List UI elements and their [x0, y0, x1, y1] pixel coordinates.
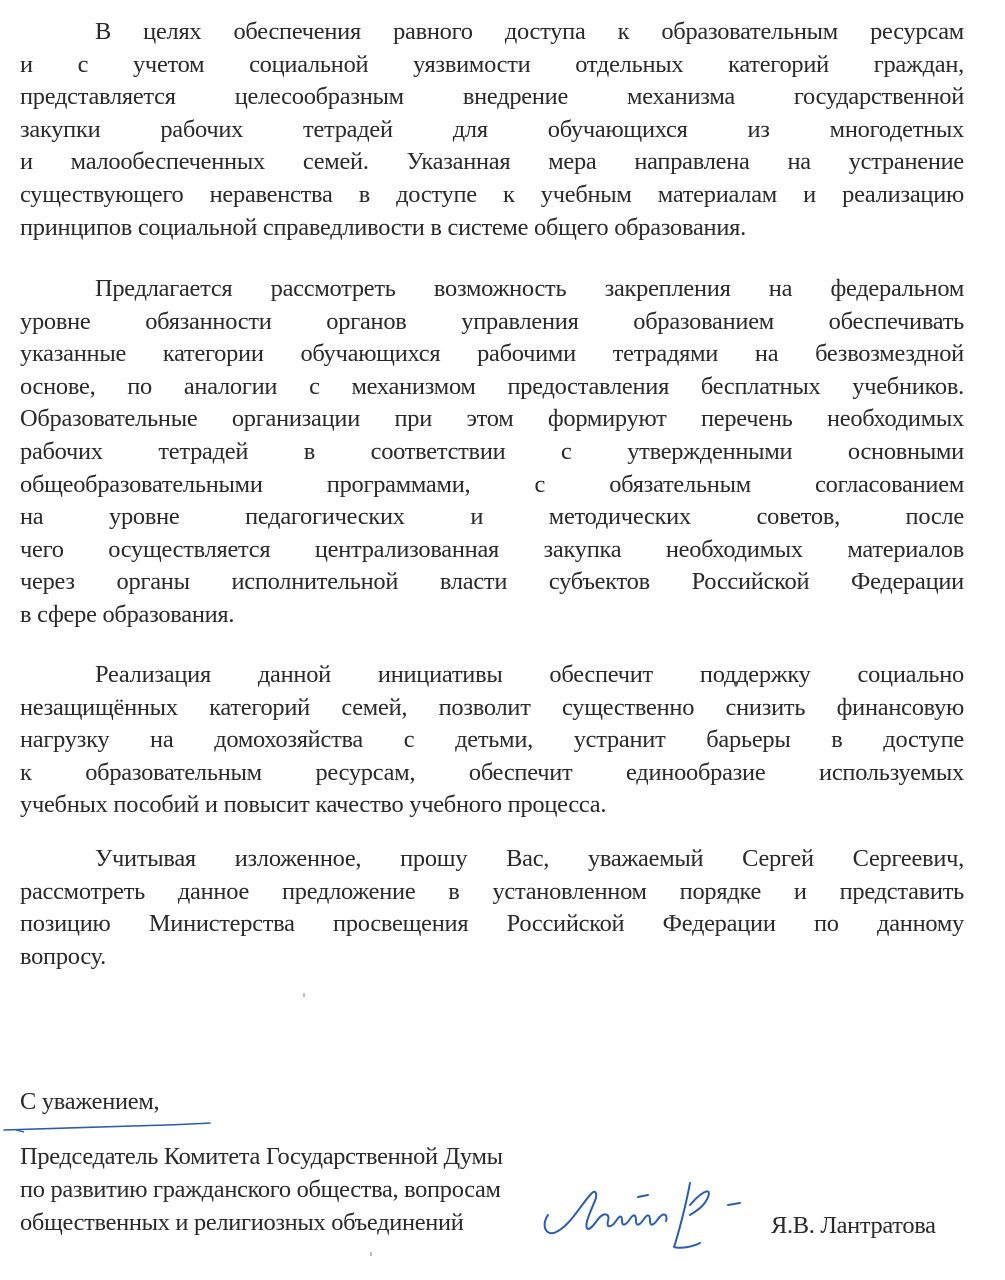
paragraph-line: к образовательным ресурсам, обеспечит единообразие используемых	[20, 758, 964, 786]
scan-speck	[370, 1252, 372, 1256]
paragraph-line: в сфере образования.	[20, 600, 235, 628]
paragraph-1	[20, 16, 964, 244]
paragraph-line: незащищённых категорий семей, позволит существенно снизить финансовую	[20, 693, 964, 721]
paragraph-line: уровне обязанности органов управления образованием обеспечивать	[20, 307, 964, 335]
scan-speck	[303, 993, 305, 997]
paragraph-line: основе, по аналогии с механизмом предоставления бесплатных учебников.	[20, 372, 964, 400]
paragraph-line: Предлагается рассмотреть возможность закрепления на федеральном	[95, 275, 964, 302]
paragraph-line: общеобразовательными программами, с обязательным согласованием	[20, 470, 964, 498]
paragraph-line: вопросу.	[20, 942, 106, 970]
paragraph-line: существующего неравенства в доступе к учебным материалам и реализацию	[20, 180, 964, 208]
paragraph-line: Образовательные организации при этом формируют перечень необходимых	[20, 405, 964, 433]
paragraph-line: закупки рабочих тетрадей для обучающихся из многодетных	[20, 115, 964, 143]
paragraph-3	[20, 659, 964, 822]
paragraph-line: и с учетом социальной уязвимости отдельных категорий граждан,	[20, 50, 964, 78]
paragraph-4	[20, 843, 964, 973]
paragraph-line: учебных пособий и повысит качество учебного процесса.	[20, 791, 607, 819]
paragraph-line: на уровне педагогических и методических советов, после	[20, 503, 964, 531]
closing-salutation: С уважением,	[20, 1088, 160, 1115]
signer-position	[20, 1141, 503, 1239]
paragraph-line: и малообеспеченных семей. Указанная мера направлена на устранение	[20, 148, 964, 176]
paragraph-line: представляется целесообразным внедрение механизма государственной	[20, 83, 964, 111]
paragraph-line: через органы исполнительной власти субъектов Российской Федерации	[20, 568, 964, 596]
paragraph-2	[20, 273, 964, 632]
paragraph-line: позицию Министерства просвещения Российской Федерации по данному	[20, 910, 964, 938]
signer-name: Я.В. Лантратова	[771, 1212, 936, 1239]
signer-position-line: по развитию гражданского общества, вопросам	[20, 1175, 501, 1203]
paragraph-line: рассмотреть данное предложение в установленном порядке и представить	[20, 877, 964, 905]
paragraph-line: В целях обеспечения равного доступа к образовательным ресурсам	[95, 18, 964, 45]
paragraph-line: нагрузку на домохозяйства с детьми, устранит барьеры в доступе	[20, 726, 964, 754]
paragraph-line: принципов социальной справедливости в системе общего образования.	[20, 213, 746, 241]
signer-position-line: Председатель Комитета Государственной Думы	[20, 1143, 503, 1170]
paragraph-line: указанные категории обучающихся рабочими тетрадями на безвозмездной	[20, 340, 964, 368]
paragraph-line: Реализация данной инициативы обеспечит поддержку социально	[95, 661, 964, 688]
paragraph-line: рабочих тетрадей в соответствии с утвержденными основными	[20, 437, 964, 465]
signer-position-line: общественных и религиозных объединений	[20, 1208, 464, 1236]
paragraph-line: Учитывая изложенное, прошу Вас, уважаемый Сергей Сергеевич,	[95, 845, 964, 872]
closing-underline	[2, 1120, 212, 1134]
paragraph-line: чего осуществляется централизованная закупка необходимых материалов	[20, 535, 964, 563]
handwritten-signature	[540, 1175, 780, 1260]
